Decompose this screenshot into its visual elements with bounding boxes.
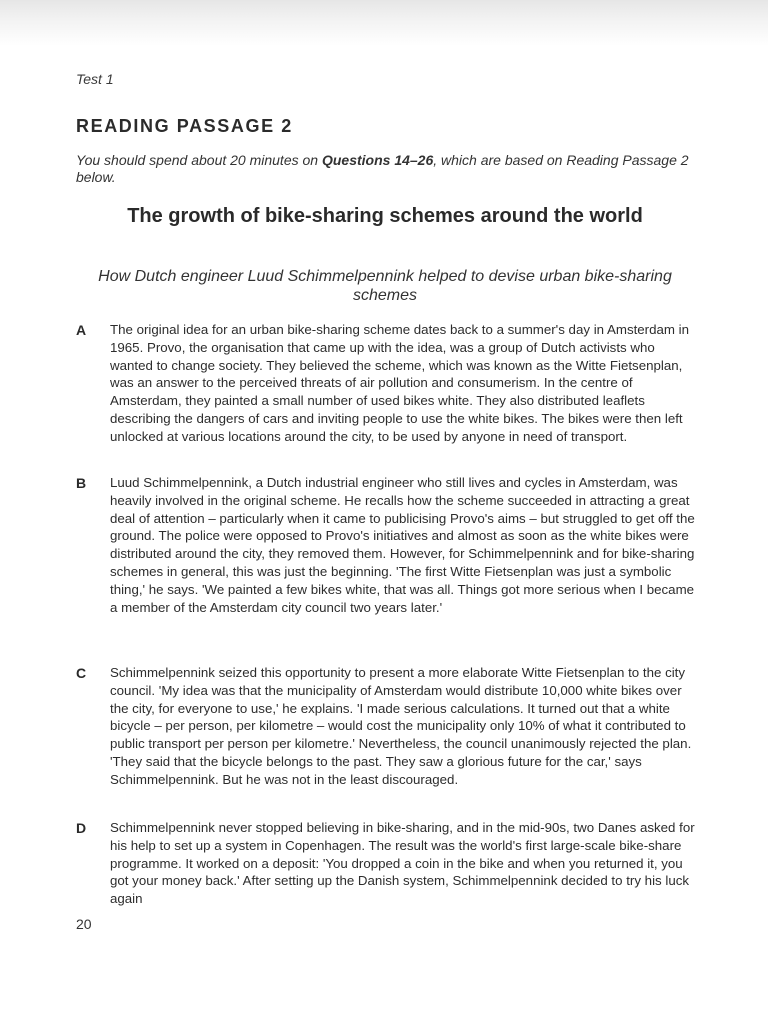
paragraph-text: The original idea for an urban bike-sharing scheme dates back to a summer's day in Amsterdam in 1965. Provo, the organisation that came up with the idea, was a group of Dutch activists who wanted to change society. They believed the scheme, which was known as the Witte Fietsenplan, was an answer to the perceived threats of air pollution and consumerism. In the centre of Amsterdam, they painted a small number of used bikes white. They also distributed leaflets describing the dangers of cars and inviting people to use the white bikes. The bikes were then left unlocked at various locations around the city, to be used by anyone in need of transport. <box>110 322 690 444</box>
article-subtitle: How Dutch engineer Luud Schimmelpennink helped to devise urban bike-sharing schemes <box>98 268 672 304</box>
article-title: The growth of bike-sharing schemes around the world <box>127 205 643 227</box>
paragraph-letter: A <box>76 322 87 338</box>
paragraph-letter: C <box>76 665 87 681</box>
instructions-text-before: You should spend about 20 minutes on <box>76 152 322 168</box>
instructions-text-after: , which are based on Reading Passage 2 below. <box>76 152 689 185</box>
paragraph-letter: B <box>76 475 87 491</box>
instructions <box>76 152 696 186</box>
section-title: READING PASSAGE 2 <box>76 116 293 136</box>
paragraph-text: Schimmelpennink never stopped believing in bike-sharing, and in the mid-90s, two Danes asked for his help to set up a system in Copenhagen. The result was the world's first large-scale bike-share programme. It worked on a deposit: 'You dropped a coin in the bike and when you returned it, you got your money back.' After setting up the Danish system, Schimmelpennink decided to try his luck again <box>110 820 695 907</box>
paragraph-text: Schimmelpennink seized this opportunity to present a more elaborate Witte Fietsenplan to the city council. 'My idea was that the municipality of Amsterdam would distribute 10,000 white bikes over the city, for everyone to use,' he explains. 'I made serious calculations. It turned out that a white bicycle – per person, per kilometre – would cost the municipality only 10% of what it contributed to public transport per person per kilometre.' Nevertheless, the council unanimously rejected the plan. 'They said that the bicycle belongs to the past. They saw a glorious future for the car,' says Schimmelpennink. But he was not in the least discouraged. <box>110 665 692 787</box>
paragraph-letter: D <box>76 820 87 836</box>
running-head: Test 1 <box>76 71 114 87</box>
instructions-questions: Questions 14–26 <box>321 152 434 168</box>
paragraph-text: Luud Schimmelpennink, a Dutch industrial engineer who still lives and cycles in Amsterdam, was heavily involved in the original scheme. He recalls how the scheme succeeded in attracting a great deal of attention – particularly when it came to publicising Provo's aims – but struggled to get off the ground. The police were opposed to Provo's initiatives and almost as soon as the white bikes were distributed around the city, they removed them. However, for Schimmelpennink and for bike-sharing schemes in general, this was just the beginning. 'The first Witte Fietsenplan was just a symbolic thing,' he says. 'We painted a few bikes white, that was all. Things got more serious when I became a member of the Amsterdam city council two years later.' <box>110 475 695 615</box>
page-number: 20 <box>76 916 92 932</box>
